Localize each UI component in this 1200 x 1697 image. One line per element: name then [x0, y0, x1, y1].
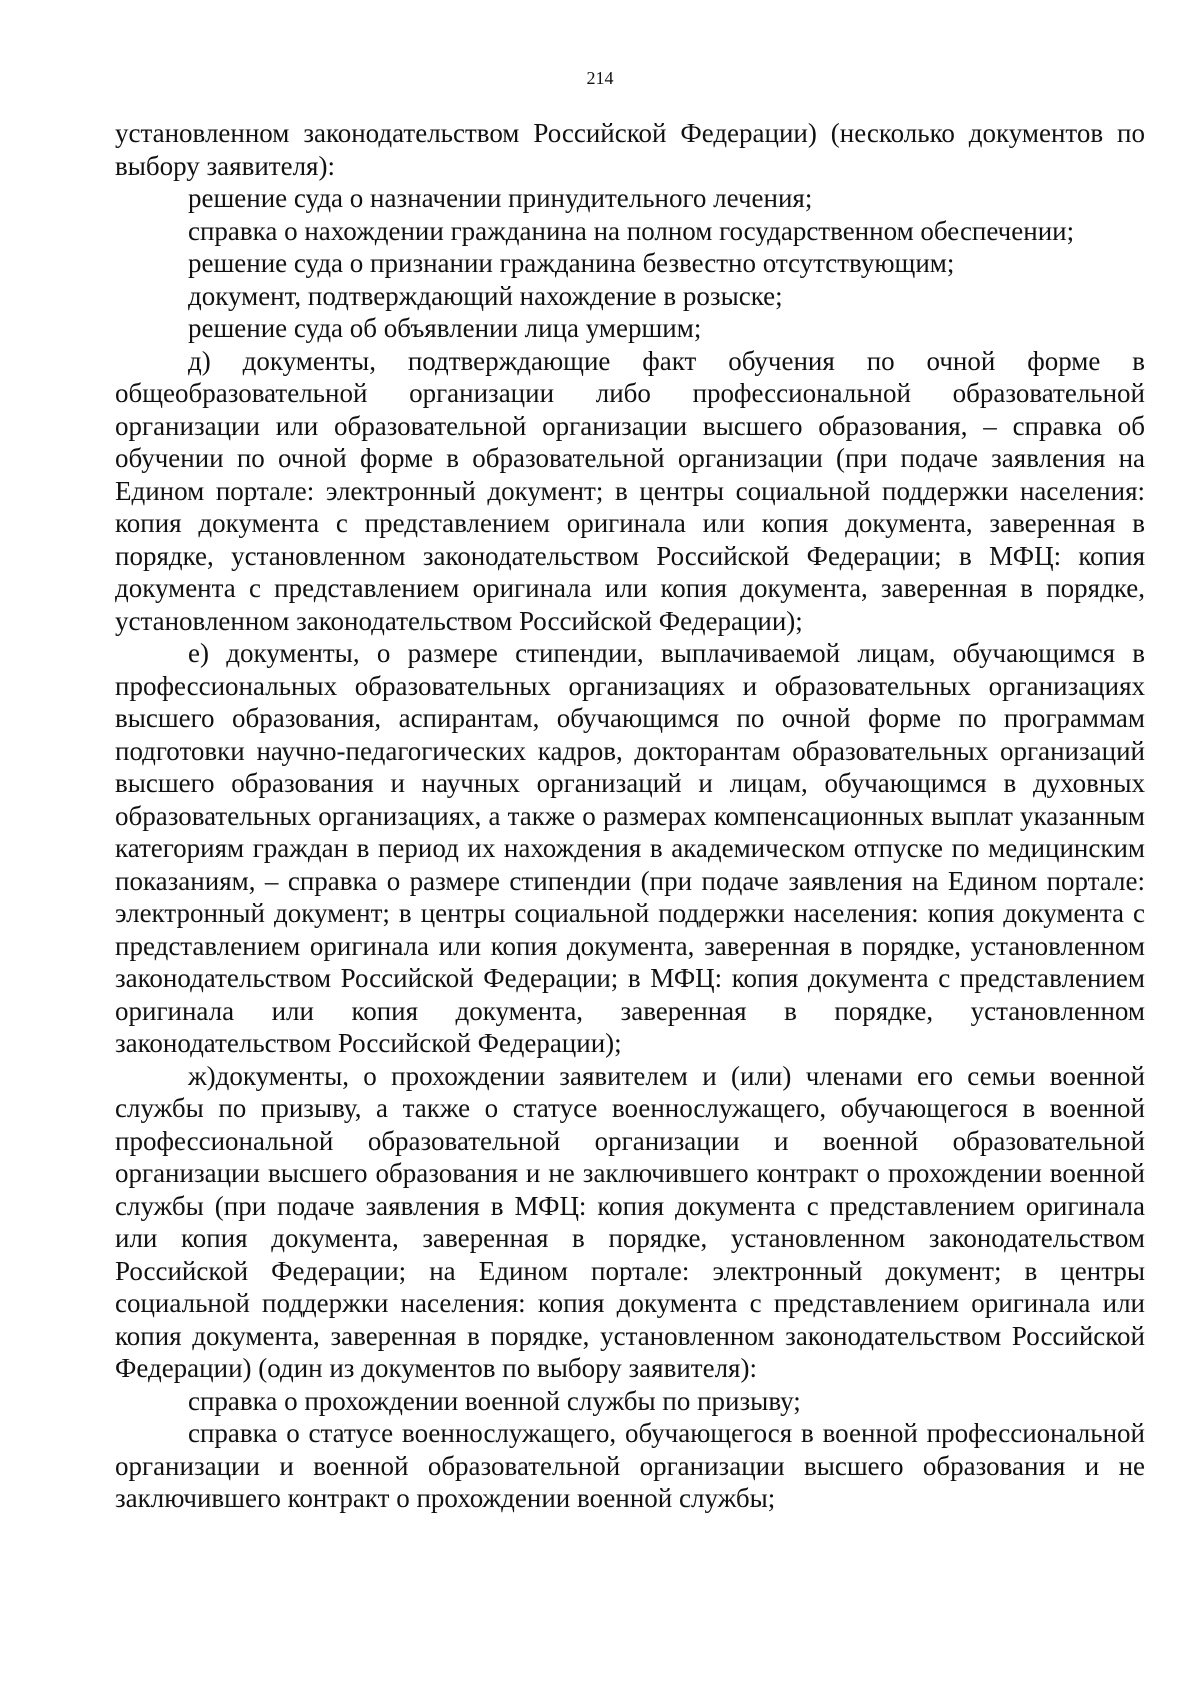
- paragraph-item-e: е) документы, о размере стипендии, выплачиваемой лицам, обучающимся в профессиональных образовательных организациях и образовательных организациях высшего образования, аспирантам, обучающимся по очной форме по программам подготовки научно-педагогических кадров, докторантам образовательных организаций высшего образования и научных организаций и лицам, обучающимся в духовных образовательных организациях, а также о размерах компенсационных выплат указанным категориям граждан в период их нахождения в академическом отпуске по медицинским показаниям, – справка о размере стипендии (при подаче заявления на Едином портале: электронный документ; в центры социальной поддержки населения: копия документа с представлением оригинала или копия документа, заверенная в порядке, установленном законодательством Российской Федерации; в МФЦ: копия документа с представлением оригинала или копия документа, заверенная в порядке, установленном законодательством Российской Федерации);: [115, 638, 1145, 1058]
- list-item-court-treatment: решение суда о назначении принудительного лечения;: [188, 183, 813, 213]
- list-item-state-support: справка о нахождении гражданина на полном государственном обеспечении;: [188, 215, 1075, 246]
- paragraph-item-zh: ж)документы, о прохождении заявителем и (или) членами его семьи военной службы по призыву, а также о статусе военнослужащего, обучающегося в военной профессиональной образовательной организации и военной образовательной организации высшего образования и не заключившего контракт о прохождении военной службы (при подаче заявления в МФЦ: копия документа с представлением оригинала или копия документа, заверенная в порядке, установленном законодательством Российской Федерации; на Едином портале: электронный документ; в центры социальной поддержки населения: копия документа с представлением оригинала или копия документа, заверенная в порядке, установленном законодательством Российской Федерации) (один из документов по выбору заявителя):: [115, 1060, 1145, 1383]
- page-number: 214: [586, 68, 614, 88]
- paragraph-continuation: установленном законодательством Российской Федерации) (несколько документов по выбору заявителя):: [115, 118, 1145, 181]
- list-item-missing-person: решение суда о признании гражданина безвестно отсутствующим;: [188, 248, 955, 278]
- list-item-wanted-document: документ, подтверждающий нахождение в розыске;: [188, 280, 783, 311]
- paragraph-item-d: д) документы, подтверждающие факт обучения по очной форме в общеобразовательной организации либо профессиональной образовательной организации или образовательной организации высшего образования, – справка об обучении по очной форме в образовательной организации (при подаче заявления на Едином портале: электронный документ; в центры социальной поддержки населения: копия документа с представлением оригинала или копия документа, заверенная в порядке, установленном законодательством Российской Федерации; в МФЦ: копия документа с представлением оригинала или копия документа, заверенная в порядке, установленном законодательством Российской Федерации);: [115, 345, 1145, 636]
- list-item-military-service: справка о прохождении военной службы по призыву;: [188, 1385, 801, 1416]
- list-item-military-student-status: справка о статусе военнослужащего, обучающегося в военной профессиональной организации и военной образовательной организации высшего образования и не заключившего контракт о прохождении военной службы;: [115, 1418, 1145, 1513]
- document-body: [115, 117, 1145, 1515]
- list-item-declared-dead: решение суда об объявлении лица умершим;: [188, 313, 702, 343]
